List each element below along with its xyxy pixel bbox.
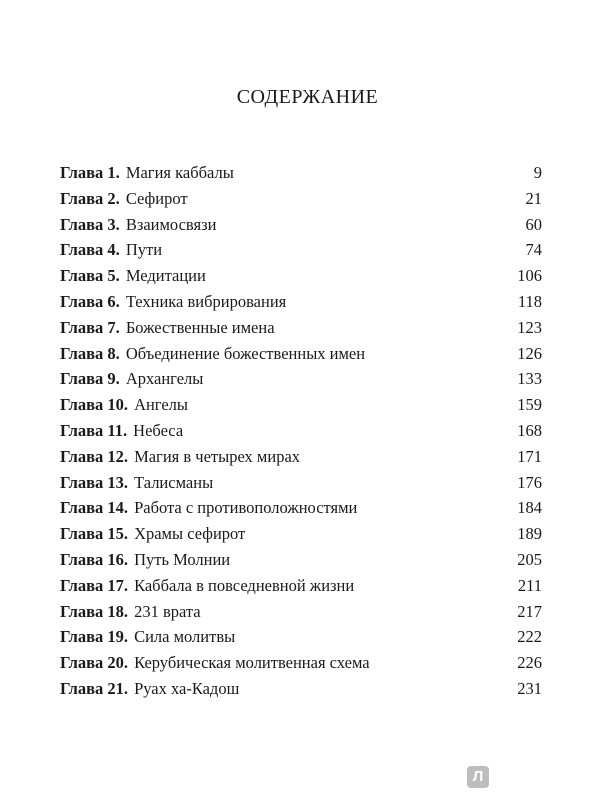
chapter-label: Глава 15. (60, 524, 129, 544)
chapter-title: Архангелы (125, 369, 204, 389)
chapter-title: Медитации (125, 266, 206, 286)
chapter-label: Глава 8. (60, 343, 120, 363)
chapter-title: Талисманы (134, 472, 214, 492)
toc-row (60, 366, 542, 392)
chapter-title: Пути (125, 240, 163, 260)
chapter-title: Храмы сефирот (134, 524, 246, 544)
page-number: 211 (517, 575, 542, 595)
chapter-title: 231 врата (134, 601, 201, 621)
page-number: 21 (525, 188, 542, 208)
page-title: СОДЕРЖАНИЕ (236, 86, 379, 108)
toc-row (60, 599, 542, 625)
toc-row (60, 212, 542, 238)
chapter-label: Глава 16. (60, 549, 129, 569)
chapter-label: Глава 5. (60, 266, 120, 286)
toc-row (60, 573, 542, 599)
toc-row (60, 341, 542, 367)
dot-leader (212, 280, 508, 281)
toc-row (60, 263, 542, 289)
dot-leader (207, 616, 508, 617)
chapter-label: Глава 13. (60, 472, 129, 492)
chapter-title: Небеса (133, 420, 184, 440)
page-number: 171 (517, 446, 542, 466)
toc-row (60, 289, 542, 315)
dot-leader (245, 693, 508, 694)
page-number: 226 (517, 653, 542, 673)
toc-row (60, 418, 542, 444)
chapter-label: Глава 14. (60, 498, 129, 518)
page-number: 189 (517, 524, 542, 544)
chapter-label: Глава 9. (60, 369, 120, 389)
toc-row (60, 547, 542, 573)
chapter-title: Руах ха-Кадош (134, 678, 240, 698)
dot-leader (292, 306, 508, 307)
chapter-label: Глава 18. (60, 601, 129, 621)
toc-row (60, 650, 542, 676)
chapter-title: Путь Молнии (134, 549, 231, 569)
dot-leader (251, 538, 508, 539)
chapter-label: Глава 1. (60, 163, 120, 182)
chapter-title: Магия каббалы (125, 163, 234, 182)
dot-leader (222, 229, 508, 230)
dot-leader (194, 409, 508, 410)
chapter-label: Глава 7. (60, 317, 120, 337)
dot-leader (281, 332, 508, 333)
dot-leader (236, 564, 508, 565)
chapter-label: Глава 12. (60, 446, 129, 466)
chapter-title: Сила молитвы (134, 627, 236, 647)
chapter-label: Глава 3. (60, 214, 120, 234)
toc-row (60, 392, 542, 418)
toc-row (60, 495, 542, 521)
chapter-label: Глава 4. (60, 240, 120, 260)
dot-leader (363, 512, 508, 513)
page-number: 231 (517, 678, 542, 698)
chapter-label: Глава 2. (60, 188, 120, 208)
page-number: 184 (517, 498, 542, 518)
chapter-title: Сефирот (125, 188, 188, 208)
chapter-title: Каббала в повседневной жизни (134, 575, 355, 595)
chapter-label: Глава 20. (60, 653, 129, 673)
toc-row (60, 186, 542, 212)
page-number: 126 (517, 343, 542, 363)
page-number: 176 (517, 472, 542, 492)
dot-leader (306, 461, 508, 462)
page-number: 222 (517, 627, 542, 647)
chapter-label: Глава 19. (60, 627, 129, 647)
table-of-contents (60, 160, 542, 702)
page-number: 60 (525, 214, 542, 234)
toc-row (60, 521, 542, 547)
page-number: 118 (517, 291, 542, 311)
page-number: 74 (525, 240, 542, 260)
chapter-label: Глава 6. (60, 291, 120, 311)
chapter-title: Взаимосвязи (125, 214, 217, 234)
toc-row (60, 315, 542, 341)
chapter-title: Техника вибрирования (125, 291, 287, 311)
dot-leader (376, 667, 508, 668)
dot-leader (194, 203, 508, 204)
page-number: 123 (517, 317, 542, 337)
toc-row (60, 237, 542, 263)
page-number: 205 (517, 549, 542, 569)
toc-row (60, 470, 542, 496)
toc-row (60, 160, 542, 186)
chapter-title: Керубическая молитвенная схема (134, 653, 370, 673)
chapter-label: Глава 11. (60, 420, 128, 440)
dot-leader (241, 641, 508, 642)
page-number: 133 (517, 369, 542, 389)
page-number: 106 (517, 266, 542, 286)
chapter-title: Работа с противоположностями (134, 498, 358, 518)
page-number: 159 (517, 395, 542, 415)
dot-leader (168, 254, 508, 255)
toc-row (60, 676, 542, 702)
labirint-logo-icon: Л (467, 766, 489, 788)
dot-leader (209, 383, 508, 384)
page-number: 9 (533, 163, 542, 182)
chapter-title: Магия в четырех мирах (134, 446, 301, 466)
toc-row (60, 444, 542, 470)
chapter-title: Ангелы (134, 395, 189, 415)
chapter-label: Глава 17. (60, 575, 129, 595)
toc-row (60, 624, 542, 650)
dot-leader (360, 590, 508, 591)
chapter-title: Объединение божественных имен (125, 343, 366, 363)
chapter-title: Божественные имена (125, 317, 275, 337)
chapter-label: Глава 10. (60, 395, 129, 415)
chapter-label: Глава 21. (60, 678, 129, 698)
dot-leader (240, 177, 508, 178)
dot-leader (371, 358, 508, 359)
page-number: 168 (517, 420, 542, 440)
dot-leader (219, 487, 508, 488)
page-number: 217 (517, 601, 542, 621)
dot-leader (189, 435, 508, 436)
